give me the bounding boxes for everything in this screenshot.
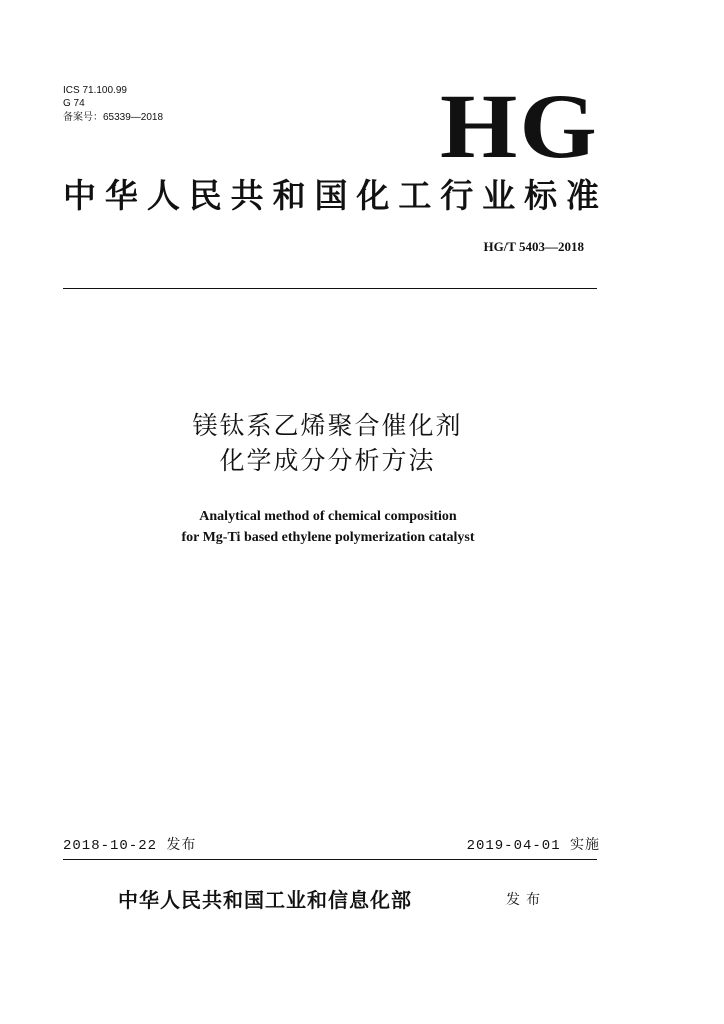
- implementation-date: 2019-04-01 实施: [466, 838, 600, 854]
- issuing-authority-suffix: 发布: [506, 892, 546, 908]
- bottom-divider: [63, 859, 597, 860]
- chinese-title-line-1: 镁钛系乙烯聚合催化剂: [192, 411, 463, 440]
- english-title-line-2: for Mg-Ti based ethylene polymerization catalyst: [181, 530, 475, 545]
- ccs-code: G 74: [63, 98, 85, 109]
- top-divider: [63, 288, 597, 289]
- english-title-line-1: Analytical method of chemical composition: [199, 509, 457, 524]
- standard-category-title: 中华人民共和国化工行业标准: [63, 176, 599, 215]
- issuing-authority: 中华人民共和国工业和信息化部: [118, 888, 412, 912]
- standard-number: HG/T 5403—2018: [483, 239, 584, 254]
- record-number: 备案号：65339—2018: [63, 112, 164, 123]
- issue-date: 2018-10-22 发布: [63, 838, 197, 854]
- chinese-title-line-2: 化学成分分析方法: [219, 446, 436, 475]
- ics-code: ICS 71.100.99: [63, 85, 127, 96]
- hg-logo: HG: [440, 75, 599, 177]
